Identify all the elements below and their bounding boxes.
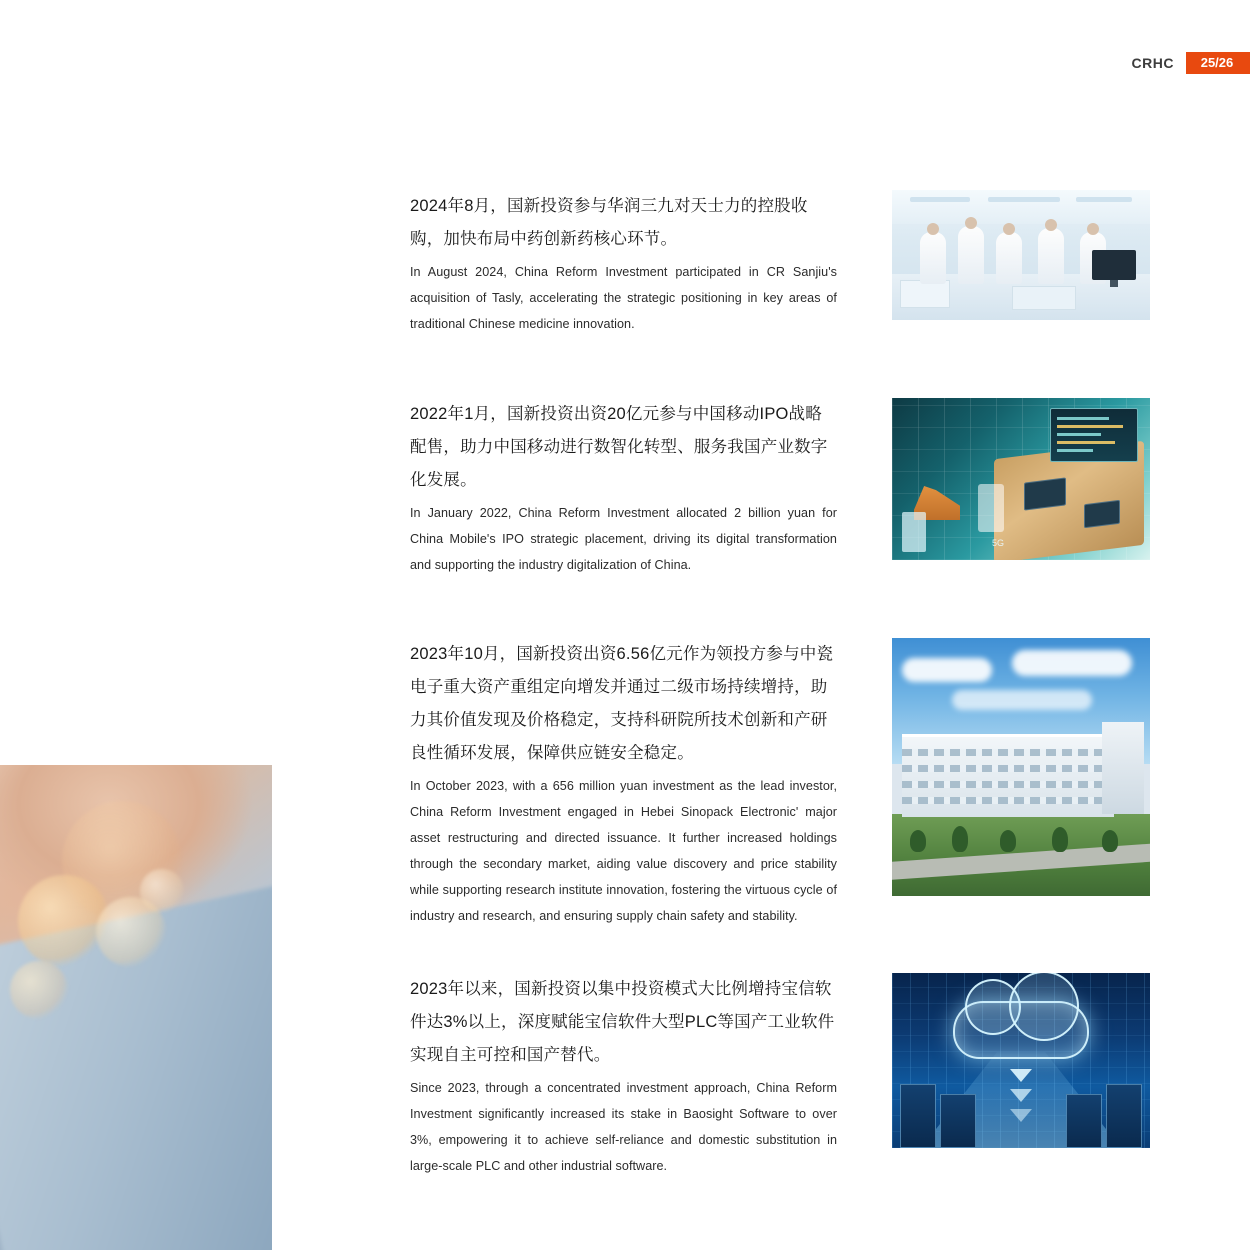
medical-worker-bokeh-photo xyxy=(0,765,272,1250)
download-arrow-icon xyxy=(1010,1069,1032,1082)
lamp-shape xyxy=(910,197,970,202)
brand-label: CRHC xyxy=(1131,55,1174,71)
server-rack-shape xyxy=(1066,1094,1102,1148)
server-rack-shape xyxy=(900,1084,936,1148)
cloud-shape xyxy=(902,658,992,682)
photo-ceiling xyxy=(892,190,1150,224)
server-rack-shape xyxy=(940,1094,976,1148)
bokeh-circle xyxy=(18,875,110,967)
tree-shape xyxy=(1102,830,1118,852)
person-shape xyxy=(958,226,984,284)
equipment-tower-shape xyxy=(978,484,1004,532)
text-column xyxy=(410,190,837,337)
cloud-shape xyxy=(1012,650,1132,676)
cloud-computing-datacenter-photo xyxy=(892,973,1150,1148)
lab-equipment-shape xyxy=(900,280,950,308)
screen-line xyxy=(1057,425,1123,428)
block-text-english: In August 2024, China Reform Investment participated in CR Sanjiu's acquisition of Tasly, accelerating the strategic positioning in key areas of traditional Chinese medicine innovation. xyxy=(410,265,837,331)
text-column xyxy=(410,398,837,578)
person-shape xyxy=(920,232,946,284)
screen-line xyxy=(1057,433,1101,436)
chip-shape xyxy=(1024,477,1066,510)
block-text-english: In October 2023, with a 656 million yuan investment as the lead investor, China Reform Investment engaged in Hebei Sinopack Electronic' major asset restructuring and directed issuance. It further increased holdings through the secondary market, aiding value discovery and price stability while supporting research institute innovation, fostering the virtuous cycle of industry and research, and ensuring supply chain safety and stability. xyxy=(410,779,837,923)
window-row xyxy=(902,749,1114,756)
window-row xyxy=(902,797,1114,804)
screen-line xyxy=(1057,417,1109,420)
screen-shape xyxy=(1050,408,1138,462)
laboratory-researchers-photo xyxy=(892,190,1150,320)
tree-shape xyxy=(1052,827,1068,852)
block-text-chinese: 2024年8月，国新投资参与华润三九对天士力的控股收购，加快布局中药创新药核心环节。 xyxy=(410,197,808,248)
monitor-shape xyxy=(1092,250,1136,280)
kiosk-shape xyxy=(902,512,926,552)
text-column xyxy=(410,638,837,929)
tree-shape xyxy=(910,830,926,852)
bokeh-circle xyxy=(10,961,68,1019)
page-number-badge: 25/26 xyxy=(1186,52,1250,74)
block-text-english: In January 2022, China Reform Investment allocated 2 billion yuan for China Mobile's IPO strategic placement, driving its digital transformation and supporting the industry digitalization of China. xyxy=(410,506,837,572)
person-shape xyxy=(1038,228,1064,284)
lamp-shape xyxy=(1076,197,1132,202)
corporate-campus-building-photo xyxy=(892,638,1150,896)
chip-shape xyxy=(1084,500,1120,528)
download-arrow-icon xyxy=(1010,1109,1032,1122)
download-arrow-icon xyxy=(1010,1089,1032,1102)
window-row xyxy=(902,781,1114,788)
lamp-shape xyxy=(988,197,1060,202)
cloud-icon xyxy=(953,1001,1089,1059)
block-text-chinese: 2022年1月，国新投资出资20亿元参与中国移动IPO战略配售，助力中国移动进行数智化转型、服务我国产业数字化发展。 xyxy=(410,405,828,489)
text-column xyxy=(410,973,837,1179)
tree-shape xyxy=(952,826,968,852)
cloud-shape xyxy=(952,690,1092,710)
block-text-english: Since 2023, through a concentrated investment approach, China Reform Investment significantly increased its stake in Baosight Software to over 3%, empowering it to achieve self-reliance and domestic substitution in large-scale PLC and other industrial software. xyxy=(410,1081,837,1173)
tree-shape xyxy=(1000,830,1016,852)
person-shape xyxy=(996,232,1022,284)
block-text-chinese: 2023年10月，国新投资出资6.56亿元作为领投方参与中瓷电子重大资产重组定向增发并通过二级市场持续增持，助力其价值发现及价格稳定，支持科研院所技术创新和产研良性循环发展，保障供应链安全稳定。 xyxy=(410,645,834,762)
bokeh-circle xyxy=(140,869,184,913)
window-row xyxy=(902,765,1114,772)
digital-chip-network-photo xyxy=(892,398,1150,560)
screen-line xyxy=(1057,449,1093,452)
lab-equipment-shape xyxy=(1012,286,1076,310)
building-shape xyxy=(902,734,1114,817)
building-tower-shape xyxy=(1102,722,1144,814)
server-rack-shape xyxy=(1106,1084,1142,1148)
block-text-chinese: 2023年以来，国新投资以集中投资模式大比例增持宝信软件达3%以上，深度赋能宝信软件大型PLC等国产工业软件实现自主可控和国产替代。 xyxy=(410,980,835,1064)
page-header xyxy=(1132,52,1250,74)
screen-line xyxy=(1057,441,1115,444)
five-g-label: 5G xyxy=(992,538,1005,548)
